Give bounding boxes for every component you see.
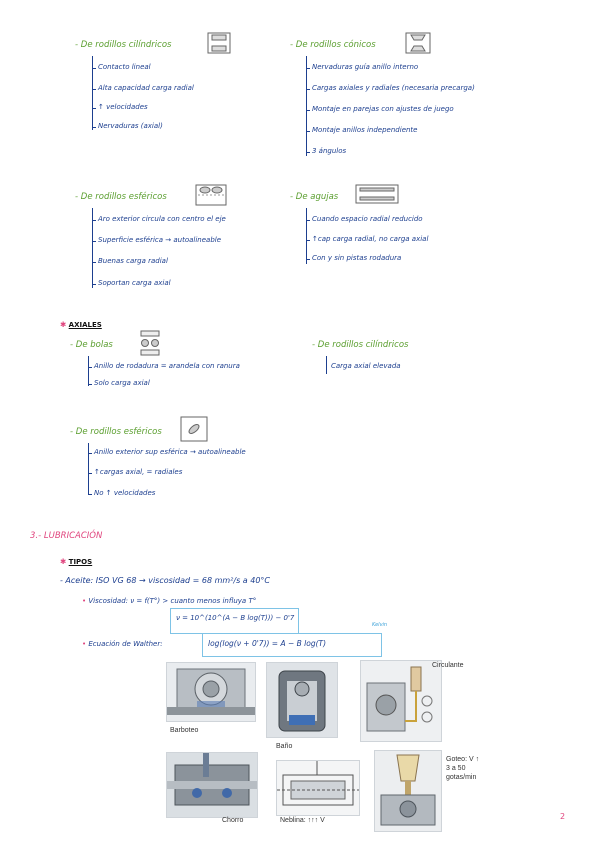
bracket-tick — [306, 220, 310, 221]
list-item: Alta capacidad carga radial — [98, 84, 194, 92]
walther-equation: log(log(ν + 0'7)) = A − B log(T) — [208, 639, 327, 648]
list-item: ↑cap carga radial, no carga axial — [312, 235, 429, 243]
list-item: Aro exterior circula con centro el eje — [98, 215, 226, 223]
list-item: Anillo de rodadura = arandela con ranura — [94, 362, 240, 370]
section-title-cylindrical: - De rodillos cilíndricos — [75, 40, 172, 50]
walther-label: • Ecuación de Walther: — [82, 640, 163, 648]
axial-spherical-bearing-icon — [180, 416, 208, 442]
bracket-line — [88, 356, 89, 386]
list-item: Montaje anillos independiente — [312, 126, 418, 134]
axial-ball-bearing-icon — [140, 330, 160, 356]
viscosity-line: • Viscosidad: ν = f(T°) > cuanto menos influya T° — [82, 597, 257, 605]
lubrication-heading: 3.- LUBRICACIÓN — [30, 531, 103, 541]
bracket-tick — [92, 220, 96, 221]
bracket-tick — [88, 494, 92, 495]
bracket-tick — [92, 241, 96, 242]
section-title-needles: - De agujas — [290, 192, 339, 202]
list-item: Nervaduras guía anillo interno — [312, 63, 419, 71]
section-title-axial-cylindrical: - De rodillos cilíndricos — [312, 340, 409, 350]
kelvin-note: Kelvin — [372, 622, 388, 628]
goteo-figure — [374, 750, 442, 832]
walther-label-text: Ecuación de Walther: — [88, 640, 163, 648]
formula-text: ν = 10^(10^(A − B log(T))) − 0'7 — [176, 614, 295, 622]
list-item: Buenas carga radial — [98, 257, 168, 265]
list-item: Soportan carga axial — [98, 279, 171, 287]
caption-neblina: Neblina: ↑↑↑ V — [280, 817, 325, 824]
list-item: ↑cargas axial, = radiales — [94, 468, 183, 476]
bracket-tick — [306, 89, 310, 90]
axial-heading-text: AXIALES — [68, 321, 102, 329]
bano-figure — [266, 662, 338, 738]
list-item: Solo carga axial — [94, 379, 150, 387]
list-item: Cuando espacio radial reducido — [312, 215, 423, 223]
list-item: Nervaduras (axial) — [98, 122, 163, 130]
bracket-tick — [306, 152, 310, 153]
section-title-axial-balls: - De bolas — [70, 340, 113, 350]
types-heading: ✱ TIPOS — [60, 557, 93, 566]
list-item: Con y sin pistas rodadura — [312, 254, 402, 262]
list-item: Carga axial elevada — [331, 362, 401, 370]
bracket-tick — [306, 240, 310, 241]
list-item: 3 ángulos — [312, 147, 347, 155]
oil-line: - Aceite: ISO VG 68 → viscosidad = 68 mm²/s a 40°C — [60, 576, 270, 585]
list-item: Anillo exterior sup esférica → autoalineable — [94, 448, 246, 456]
bracket-tick — [306, 68, 310, 69]
bracket-tick — [92, 127, 96, 128]
types-heading-text: TIPOS — [68, 558, 93, 566]
viscosity-text: Viscosidad: ν = f(T°) > cuanto menos influya T° — [88, 597, 257, 605]
list-item: ↑ velocidades — [98, 103, 148, 111]
caption-circulante: Circulante — [432, 662, 464, 669]
caption-goteo: Goteo: V ↑ 3 a 50 gotas/min — [446, 756, 480, 781]
section-title-conical: - De rodillos cónicos — [290, 40, 376, 50]
bracket-tick — [88, 453, 92, 454]
neblina-figure — [276, 760, 360, 816]
bracket-line — [88, 443, 89, 495]
bracket-line — [326, 356, 327, 374]
bracket-line — [306, 208, 307, 264]
bracket-tick — [306, 259, 310, 260]
bracket-tick — [306, 110, 310, 111]
bracket-tick — [88, 384, 92, 385]
bracket-tick — [88, 473, 92, 474]
cylindrical-bearing-icon — [207, 32, 231, 54]
caption-barboteo: Barboteo — [170, 727, 199, 734]
section-title-spherical: - De rodillos esféricos — [75, 192, 167, 202]
section-title-axial-spherical: - De rodillos esféricos — [70, 427, 162, 437]
bracket-tick — [92, 262, 96, 263]
bracket-tick — [92, 68, 96, 69]
tapered-bearing-icon — [405, 32, 431, 54]
bracket-tick — [92, 284, 96, 285]
caption-chorro: Chorro — [222, 817, 244, 824]
axial-heading: ✱ AXIALES — [60, 320, 102, 329]
list-item: Cargas axiales y radiales (necesaria precarga) — [312, 84, 475, 92]
list-item: No ↑ velocidades — [94, 489, 156, 497]
bracket-line — [306, 56, 307, 156]
list-item: Contacto lineal — [98, 63, 151, 71]
bracket-tick — [306, 131, 310, 132]
circulante-figure — [360, 660, 442, 742]
bracket-tick — [92, 108, 96, 109]
bracket-tick — [88, 367, 92, 368]
caption-bano: Baño — [276, 743, 293, 750]
needle-bearing-icon — [355, 184, 399, 204]
spherical-bearing-icon — [195, 184, 227, 206]
barboteo-figure — [166, 662, 256, 722]
bracket-tick — [92, 89, 96, 90]
chorro-figure — [166, 752, 258, 818]
list-item: Superficie esférica → autoalineable — [98, 236, 222, 244]
list-item: Montaje en parejas con ajustes de juego — [312, 105, 454, 113]
page-number: 2 — [560, 812, 566, 821]
